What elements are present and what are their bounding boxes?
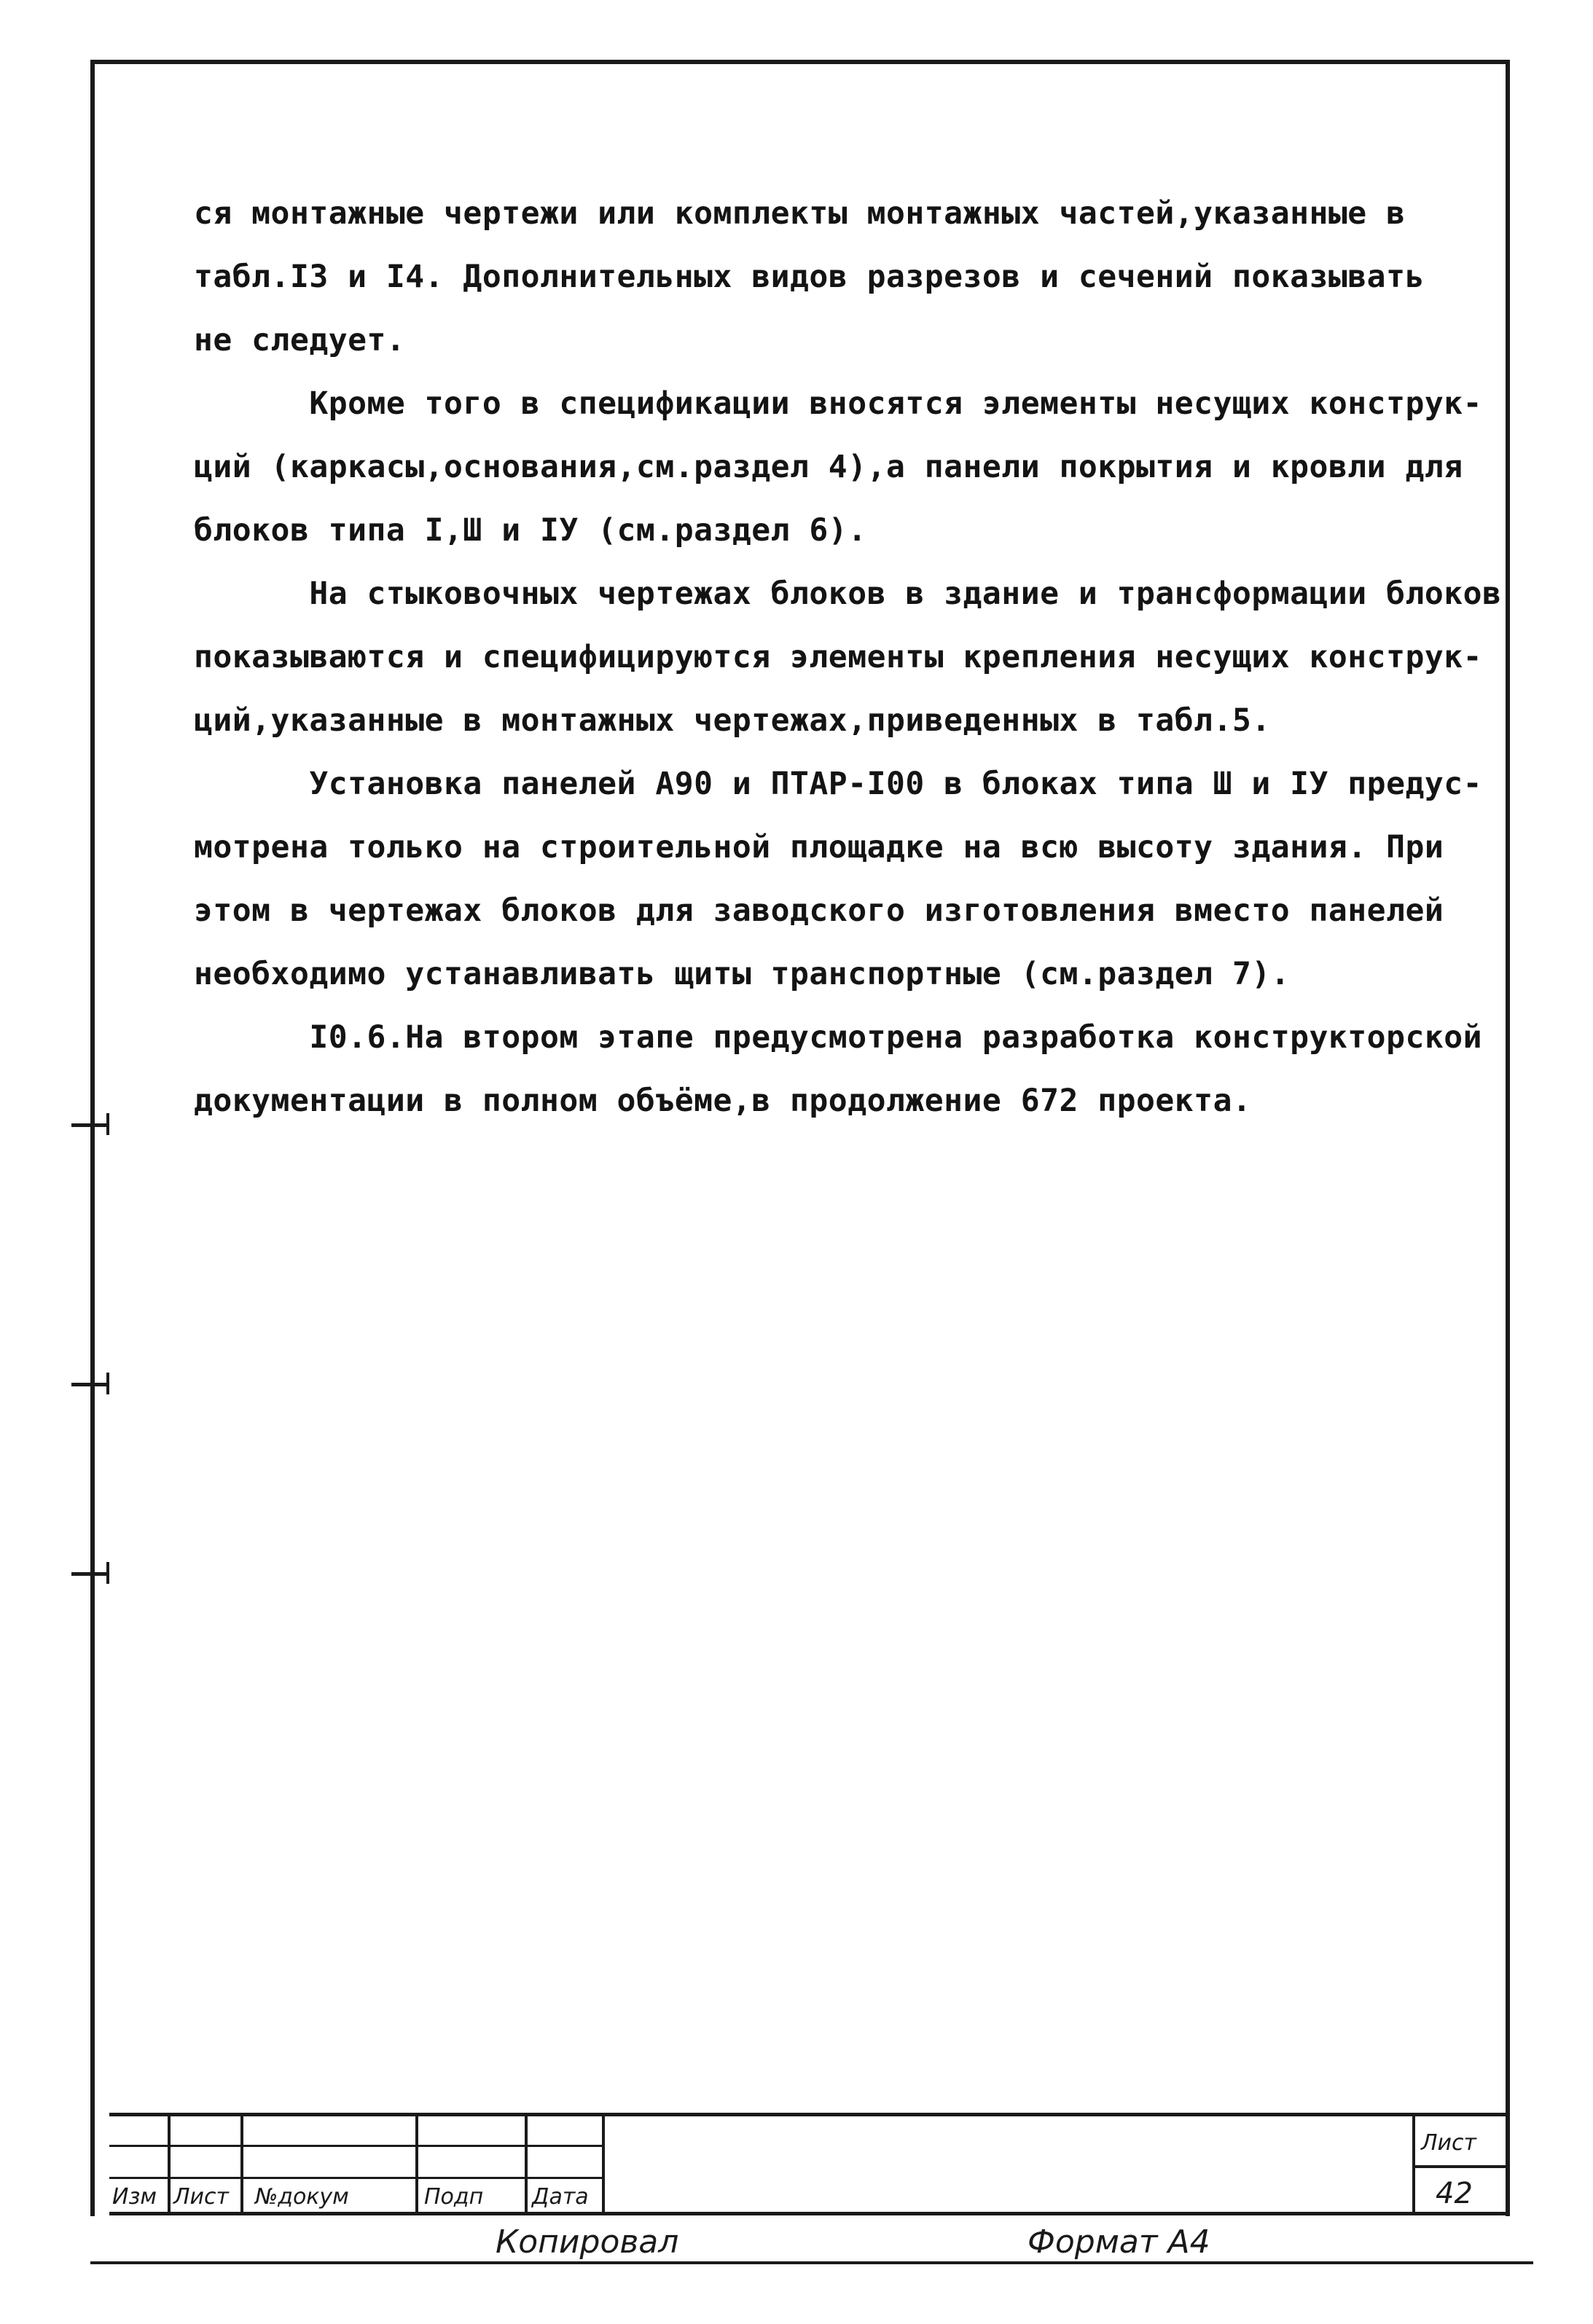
text-line: не следует.	[194, 322, 406, 358]
margin-tick	[71, 1383, 109, 1386]
margin-tick-stub	[106, 1373, 109, 1394]
text-line: показываются и специфицируются элементы крепления несущих конструк-	[194, 639, 1483, 675]
margin-tick	[71, 1123, 109, 1127]
text-line: этом в чертежах блоков для заводского изготовления вместо панелей	[194, 892, 1444, 929]
text-line: мотрена только на строительной площадке на всю высоту здания. При	[194, 829, 1444, 865]
margin-tick	[71, 1572, 109, 1576]
stamp-col-line	[415, 2113, 418, 2215]
text-line: документации в полном объёме,в продолжение 672 проекта.	[194, 1083, 1252, 1119]
stamp-sheet-number: 42	[1436, 2177, 1473, 2210]
stamp-sheet-divider	[1414, 2165, 1510, 2168]
copied-label: Копировал	[496, 2223, 679, 2261]
text-line: ций (каркасы,основания,см.раздел 4),а панели покрытия и кровли для	[194, 449, 1463, 485]
stamp-col-line	[1412, 2113, 1415, 2215]
stamp-row-line	[109, 2145, 602, 2147]
stamp-col-line	[525, 2113, 528, 2215]
text-line: Кроме того в спецификации вносятся элементы несущих конструк-	[194, 385, 1483, 422]
stamp-list-label: Лист	[173, 2184, 230, 2210]
stamp-sheet-label: Лист	[1421, 2130, 1477, 2156]
stamp-doc-label: №докум	[255, 2184, 349, 2210]
text-line: табл.I3 и I4. Дополнительных видов разрезов и сечений показывать	[194, 259, 1425, 295]
stamp-date-label: Дата	[532, 2184, 589, 2210]
text-line: ций,указанные в монтажных чертежах,приведенных в табл.5.	[194, 702, 1271, 739]
stamp-row-line	[109, 2177, 602, 2179]
stamp-podp-label: Подп	[424, 2184, 484, 2210]
format-label: Формат А4	[1028, 2223, 1210, 2261]
text-line: I0.6.На втором этапе предусмотрена разработка конструкторской	[194, 1019, 1483, 1056]
stamp-bottom-line	[109, 2212, 1510, 2215]
title-block	[109, 2113, 1510, 2219]
margin-tick-stub	[106, 1562, 109, 1584]
text-line: На стыковочных чертежах блоков в здание и трансформации блоков	[194, 576, 1502, 612]
stamp-izm-label: Изм	[112, 2184, 157, 2210]
stamp-col-line	[602, 2113, 605, 2215]
text-line: блоков типа I,Ш и IУ (см.раздел 6).	[194, 512, 867, 549]
text-line: ся монтажные чертежи или комплекты монтажных частей,указанные в	[194, 195, 1406, 232]
bottom-rule	[90, 2261, 1533, 2264]
body-text	[194, 182, 1502, 1133]
text-line: необходимо устанавливать щиты транспортные (см.раздел 7).	[194, 956, 1291, 992]
margin-tick-stub	[106, 1113, 109, 1135]
stamp-top-line	[109, 2113, 1510, 2116]
stamp-col-line	[168, 2113, 171, 2215]
text-line: Установка панелей А90 и ПТАР-I00 в блоках типа Ш и IУ предус-	[194, 766, 1483, 802]
stamp-col-line	[240, 2113, 243, 2215]
